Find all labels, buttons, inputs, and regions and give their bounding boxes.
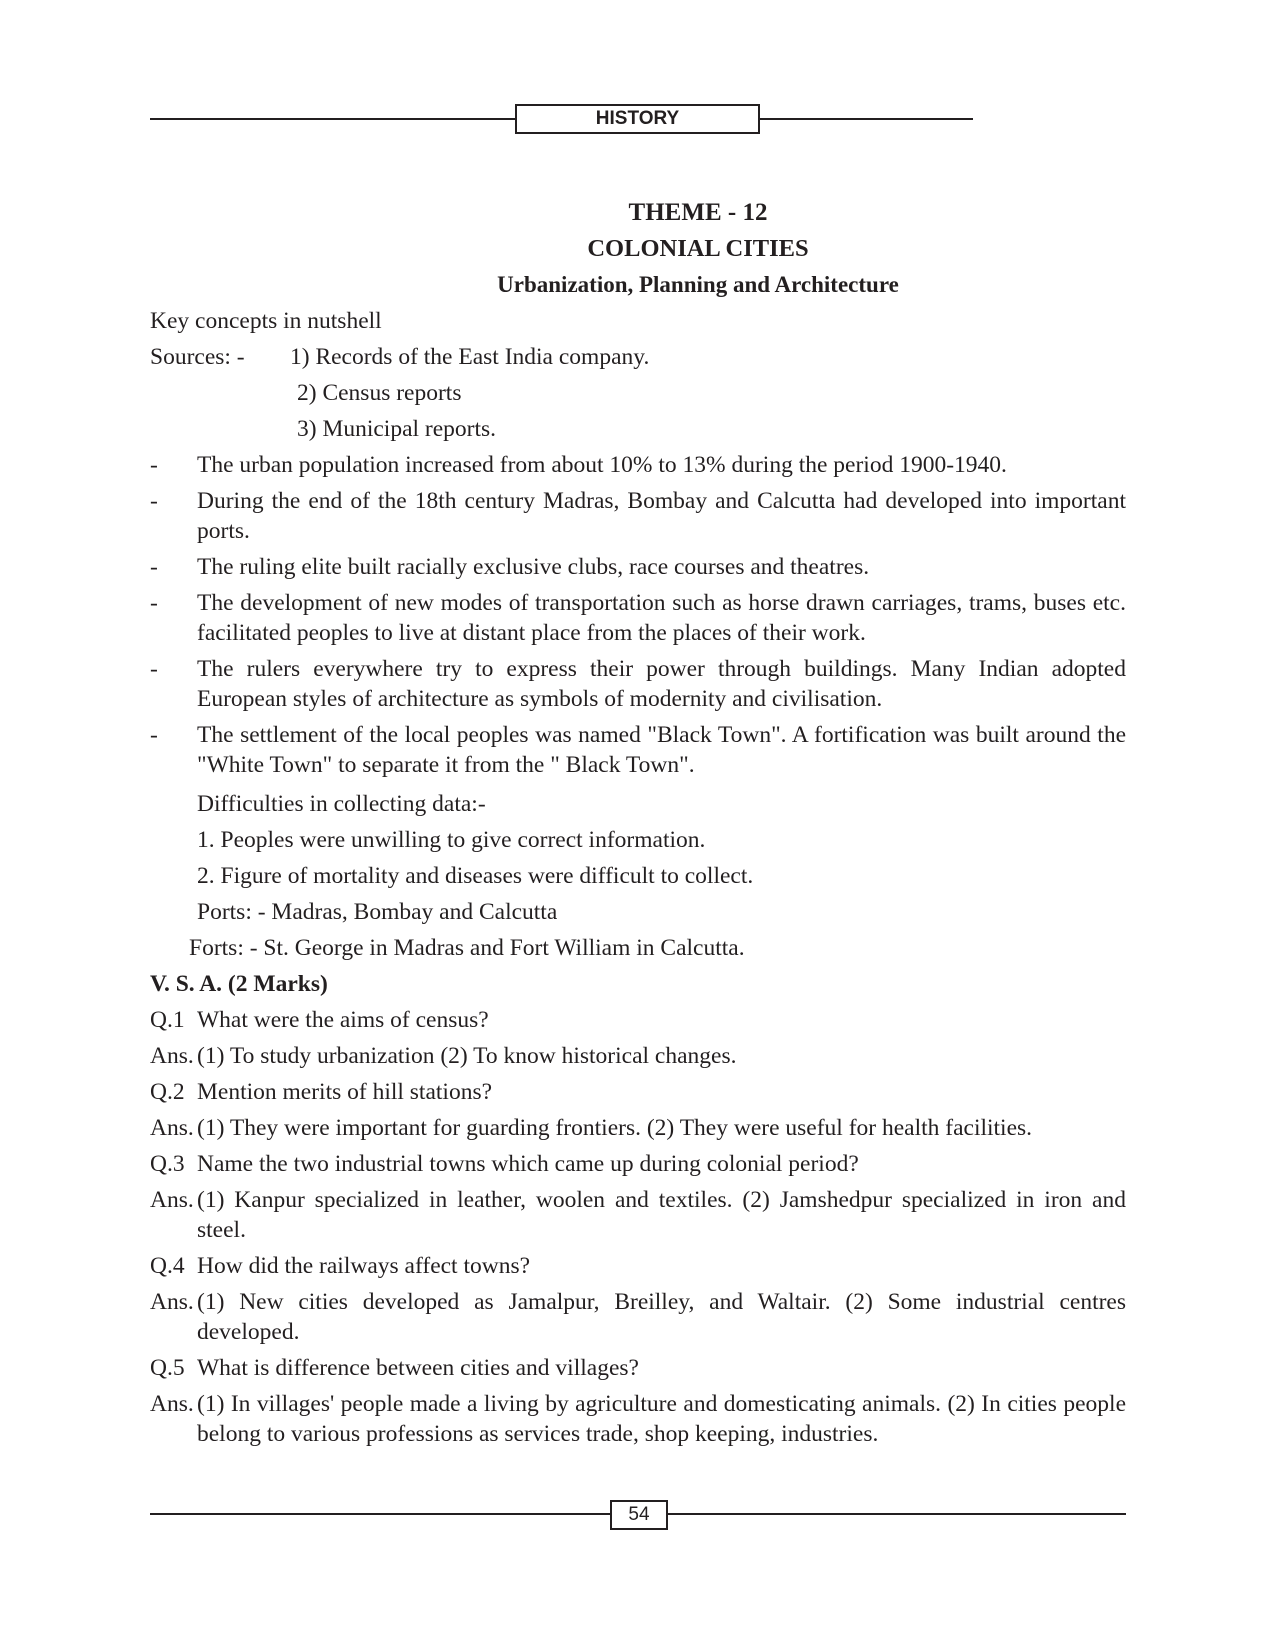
key-point-text: The rulers everywhere try to express their power through buildings. Many Indian adopted European styles of architecture as symbols of modernity and civilisation.: [197, 656, 1126, 712]
answer: [150, 1287, 1126, 1347]
answer-text: (1) In villages' people made a living by agriculture and domesticating animals. (2) In cities people belong to various professions as services trade, shop keeping, industries.: [197, 1391, 1126, 1447]
key-point-text: The ruling elite built racially exclusive clubs, race courses and theatres.: [197, 554, 870, 580]
footer-rule-right: [666, 1513, 1126, 1515]
footer-rule-left: [150, 1513, 612, 1515]
question-answer-list: [150, 1005, 1126, 1449]
difficulty-item: 1. Peoples were unwilling to give correct information.: [197, 827, 706, 853]
answer-label: Ans.: [150, 1115, 194, 1141]
answer-label: Ans.: [150, 1187, 194, 1213]
bullet-dash: -: [150, 554, 158, 580]
key-points-list: [150, 450, 1126, 780]
bullet-dash: -: [150, 590, 158, 616]
question-text: What were the aims of census?: [197, 1007, 489, 1033]
source-item: 3) Municipal reports.: [297, 416, 497, 442]
header-rule-right: [758, 118, 973, 120]
question: [150, 1077, 1126, 1107]
question-text: How did the railways affect towns?: [197, 1253, 531, 1279]
bullet-dash: -: [150, 488, 158, 514]
key-point: [150, 654, 1126, 714]
sources-row: [150, 339, 1126, 375]
question: [150, 1353, 1126, 1383]
key-point: [150, 720, 1126, 780]
question-label: Q.5: [150, 1355, 185, 1381]
sources-label: Sources: -: [150, 344, 245, 370]
answer-text: (1) New cities developed as Jamalpur, Breilley, and Waltair. (2) Some industrial centres developed.: [197, 1289, 1126, 1345]
forts-line: Forts: - St. George in Madras and Fort William in Calcutta.: [189, 935, 745, 961]
question-label: Q.2: [150, 1079, 185, 1105]
question: [150, 1251, 1126, 1281]
answer-text: (1) Kanpur specialized in leather, woolen and textiles. (2) Jamshedpur specialized in iron and steel.: [197, 1187, 1126, 1243]
answer-label: Ans.: [150, 1391, 194, 1417]
bullet-dash: -: [150, 722, 158, 748]
page-number: 54: [610, 1500, 668, 1530]
difficulty-item: 2. Figure of mortality and diseases were difficult to collect.: [197, 863, 754, 889]
bullet-dash: -: [150, 656, 158, 682]
answer-text: (1) They were important for guarding frontiers. (2) They were useful for health facilities.: [197, 1115, 1033, 1141]
key-point: [150, 588, 1126, 648]
question-label: Q.4: [150, 1253, 185, 1279]
question-text: Name the two industrial towns which came up during colonial period?: [197, 1151, 859, 1177]
question-label: Q.3: [150, 1151, 185, 1177]
ports-line: Ports: - Madras, Bombay and Calcutta: [197, 899, 558, 925]
key-point-text: The urban population increased from about 10% to 13% during the period 1900-1940.: [197, 452, 1007, 478]
key-point-text: The development of new modes of transportation such as horse drawn carriages, trams, buses etc. facilitated peoples to live at distant place from the places of their work.: [197, 590, 1126, 646]
key-point: [150, 552, 1126, 582]
chapter-title: COLONIAL CITIES: [587, 235, 809, 262]
intro-text: Key concepts in nutshell: [150, 308, 382, 334]
question-text: Mention merits of hill stations?: [197, 1079, 493, 1105]
key-point-text: During the end of the 18th century Madras, Bombay and Calcutta had developed into important ports.: [197, 488, 1126, 544]
chapter-subtitle: Urbanization, Planning and Architecture: [497, 272, 899, 297]
question-text: What is difference between cities and villages?: [197, 1355, 639, 1381]
question: [150, 1005, 1126, 1035]
bullet-dash: -: [150, 452, 158, 478]
vsa-heading: V. S. A. (2 Marks): [150, 971, 328, 997]
header-rule-left: [150, 118, 517, 120]
source-item: 1) Records of the East India company.: [290, 344, 650, 370]
answer: [150, 1185, 1126, 1245]
answer-label: Ans.: [150, 1043, 194, 1069]
key-point-text: The settlement of the local peoples was named "Black Town". A fortification was built around the "White Town" to separate it from the " Black Town".: [197, 722, 1126, 778]
answer: [150, 1389, 1126, 1449]
difficulties-heading: Difficulties in collecting data:-: [197, 791, 486, 817]
answer-text: (1) To study urbanization (2) To know historical changes.: [197, 1043, 737, 1069]
source-item: 2) Census reports: [297, 380, 462, 406]
answer: [150, 1113, 1126, 1143]
theme-number: THEME - 12: [628, 199, 768, 226]
page-content: [150, 195, 1126, 1455]
key-point: [150, 486, 1126, 546]
question: [150, 1149, 1126, 1179]
answer-label: Ans.: [150, 1289, 194, 1315]
question-label: Q.1: [150, 1007, 185, 1033]
key-point: [150, 450, 1126, 480]
subject-header: HISTORY: [515, 104, 760, 134]
answer: [150, 1041, 1126, 1071]
